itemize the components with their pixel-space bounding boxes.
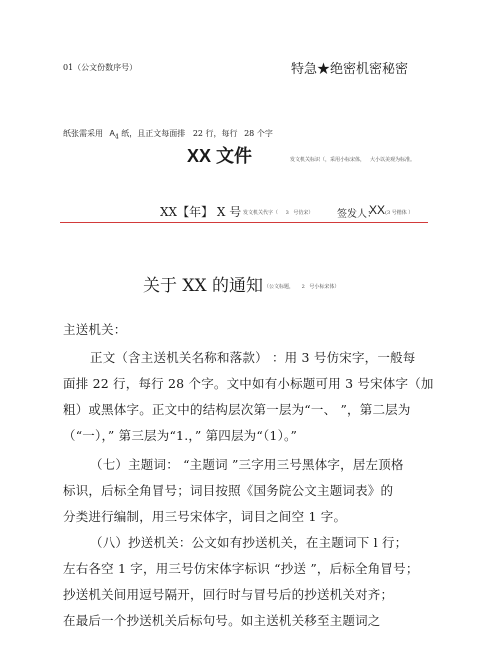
paper-spec-d: 22 行，每行 (192, 129, 238, 138)
doc-number: XX【年】 X 号 (160, 205, 242, 219)
body-paragraph-line: 正文（含主送机关名称和落款） ：用 3 号仿宋字，一般每 (90, 350, 416, 365)
document-title-note-b: 2 (301, 284, 305, 290)
document-title: 关于 XX 的通知 (143, 276, 264, 296)
issuer-title (187, 142, 252, 168)
issuer-note-1: 发文机关标识（，采用小标宋体， (290, 157, 366, 163)
paper-spec-e: 28 个字 (244, 129, 273, 138)
doc-number-note-tail: 号仿宋） (293, 210, 314, 216)
body-paragraph-line: 在最后一个抄送机关后标句号。如主送机关移至主题词之 (63, 613, 381, 628)
paper-spec-c: 纸，且正文每面排 (121, 129, 186, 138)
document-title-note-a: （公文标题， (264, 284, 295, 290)
doc-number-note-size: 3 (285, 210, 289, 216)
paper-spec-a: 纸张需采用 (63, 129, 103, 138)
classification-level: 特急★绝密机密秘密 (291, 62, 409, 77)
signer-name: XX (369, 203, 386, 217)
copy-number: 01（公文份数序号） (63, 63, 138, 72)
body-paragraph-line: （八）抄送机关：公文如有抄送机关，在主题词下 l 行； (90, 535, 408, 550)
recipient-line: 主送机关： (63, 322, 127, 337)
body-paragraph-line: 抄送机关间用逗号隔开，回行时与冒号后的抄送机关对齐； (63, 587, 394, 602)
body-paragraph-line: 分类进行编制，用三号宋体字，词目之间空 1 字。 (63, 509, 347, 524)
document-title-note-c: 号小标宋体） (309, 284, 340, 290)
doc-number-note-text: 发文机关代字（ (243, 210, 279, 216)
issuer-title-text: XX 文件 (187, 146, 253, 166)
body-paragraph-line: 面排 22 行，每行 28 个字。文中如有小标题可用 3 号宋体字（加 (63, 376, 434, 391)
body-paragraph-line: （“一），” 第三层为“1.，” 第四层为“（1）。” (63, 428, 298, 443)
paper-spec-b: A (109, 129, 115, 138)
red-separator-line (60, 222, 428, 223)
signer-note: (3 号楷体 ） (385, 210, 414, 216)
doc-number-note (243, 209, 313, 216)
body-paragraph-line: 粗）或黑体字。正文中的结构层次第一层为“一、 ”，第二层为 (63, 402, 411, 417)
paper-spec (63, 128, 273, 141)
body-paragraph-line: （七）主题词： “主题词 ”三字用三号黑体字，居左顶格 (90, 457, 404, 472)
body-paragraph-line: 标识，后标全角冒号；词目按照《国务院公文主题词表》的 (63, 483, 394, 498)
issuer-note-2: 大小以美观为标准。 (370, 157, 416, 163)
body-paragraph-line: 左右各空 1 字，用三号仿宋体字标识 “抄送 ”，后标全角冒号； (63, 561, 419, 576)
paper-spec-sub: 4 (114, 133, 119, 141)
document-title-note (264, 283, 339, 290)
signer-label: 签发人： (337, 209, 377, 220)
